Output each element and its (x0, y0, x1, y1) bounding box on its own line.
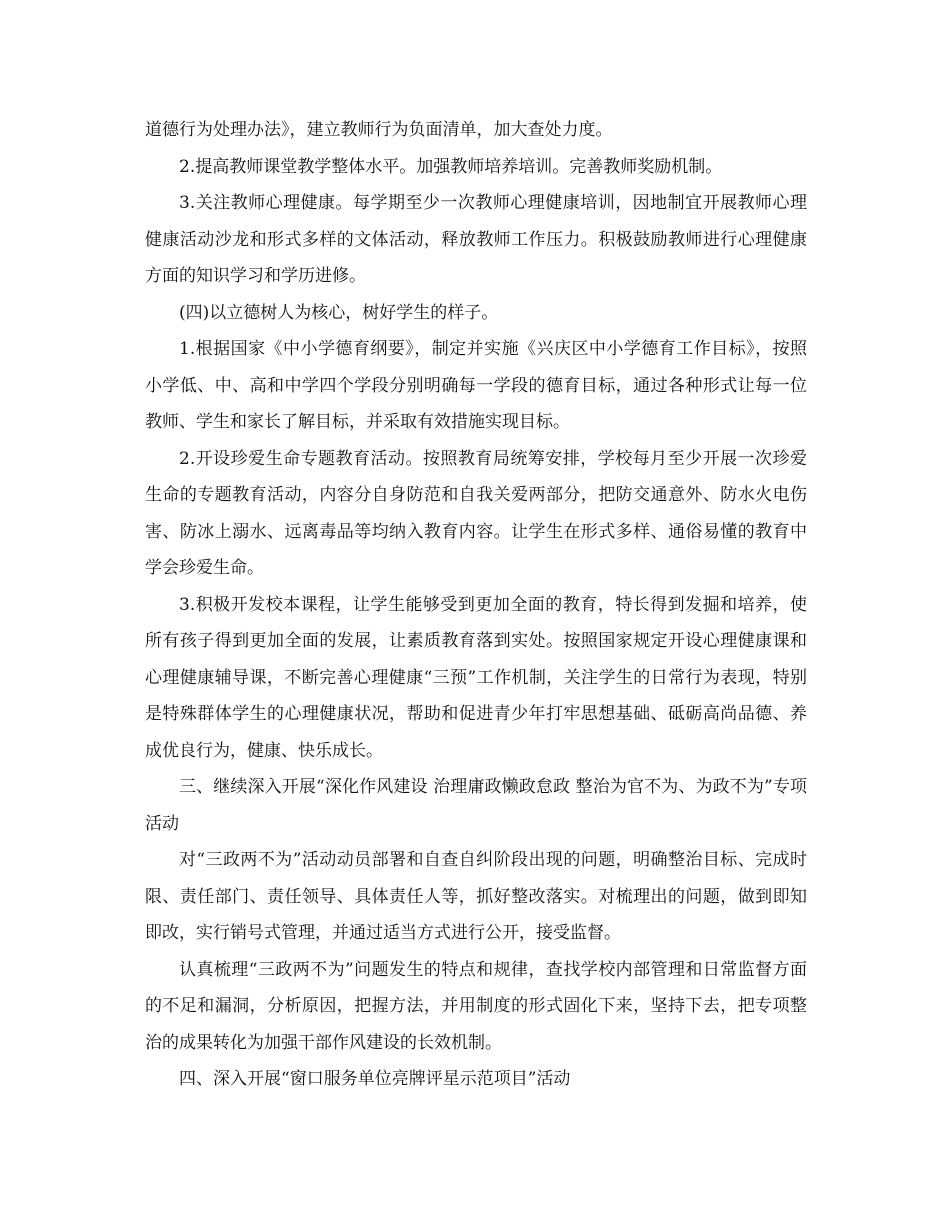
section-heading-4: (四)以立德树人为核心，树好学生的样子。 (179, 302, 499, 323)
paragraph-item-3-teacher-mental-health: 3.关注教师心理健康。每学期至少一次教师心理健康培训，因地制宜开展教师心理健康活动沙龙和形式多样的文体活动，释放教师工作压力。积极鼓励教师进行心理健康方面的知识学习和学历进修。 (145, 193, 807, 286)
paragraph-rectification: 对“三政两不为”活动动员部署和自查自纠阶段出现的问题，明确整治目标、完成时限、责任部门、责任领导、具体责任人等，抓好整改落实。对梳理出的问题，做到即知即改，实行销号式管理，并通过适当方式进行公开，接受监督。 (145, 850, 807, 943)
paragraph-item-2-cherish-life: 2.开设珍爱生命专题教育活动。按照教育局统筹安排，学校每月至少开展一次珍爱生命的专题教育活动，内容分自身防范和自我关爱两部分，把防交通意外、防水火电伤害、防冰上溺水、远离毒品等均纳入教育内容。让学生在形式多样、通俗易懂的教育中学会珍爱生命。 (145, 448, 807, 578)
section-heading-four: 四、深入开展“窗口服务单位亮牌评星示范项目”活动 (179, 1069, 571, 1089)
paragraph-review-mechanism: 认真梳理“三政两不为”问题发生的特点和规律，查找学校内部管理和日常监督方面的不足和漏洞，分析原因，把握方法，并用制度的形式固化下来，坚持下去，把专项整治的成果转化为加强干部作风建设的长效机制。 (145, 959, 807, 1053)
paragraph-item-1-moral-education: 1.根据国家《中小学德育纲要》，制定并实施《兴庆区中小学德育工作目标》，按照小学低、中、高和中学四个学段分别明确每一学段的德育目标，通过各种形式让每一位教师、学生和家长了解目标，并采取有效措施实现目标。 (145, 339, 807, 432)
paragraph-item-3-school-curriculum: 3.积极开发校本课程，让学生能够受到更加全面的教育，特长得到发掘和培养，使所有孩子得到更加全面的发展，让素质教育落到实处。按照国家规定开设心理健康课和心理健康辅导课，不断完善心理健康“三预”工作机制，关注学生的日常行为表现，特别是特殊群体学生的心理健康状况，帮助和促进青少年打牢思想基础、砥砺高尚品德、养成优良行为，健康、快乐成长。 (145, 594, 807, 761)
paragraph-continuation: 道德行为处理办法》，建立教师行为负面清单，加大查处力度。 (145, 120, 613, 140)
paragraph-item-2-teaching-level: 2.提高教师课堂教学整体水平。加强教师培养培训。完善教师奖励机制。 (179, 156, 723, 177)
section-heading-three: 三、继续深入开展“深化作风建设 治理庸政懒政怠政 整治为官不为、为政不为”专项活动 (145, 777, 807, 834)
document-body (145, 112, 807, 1098)
